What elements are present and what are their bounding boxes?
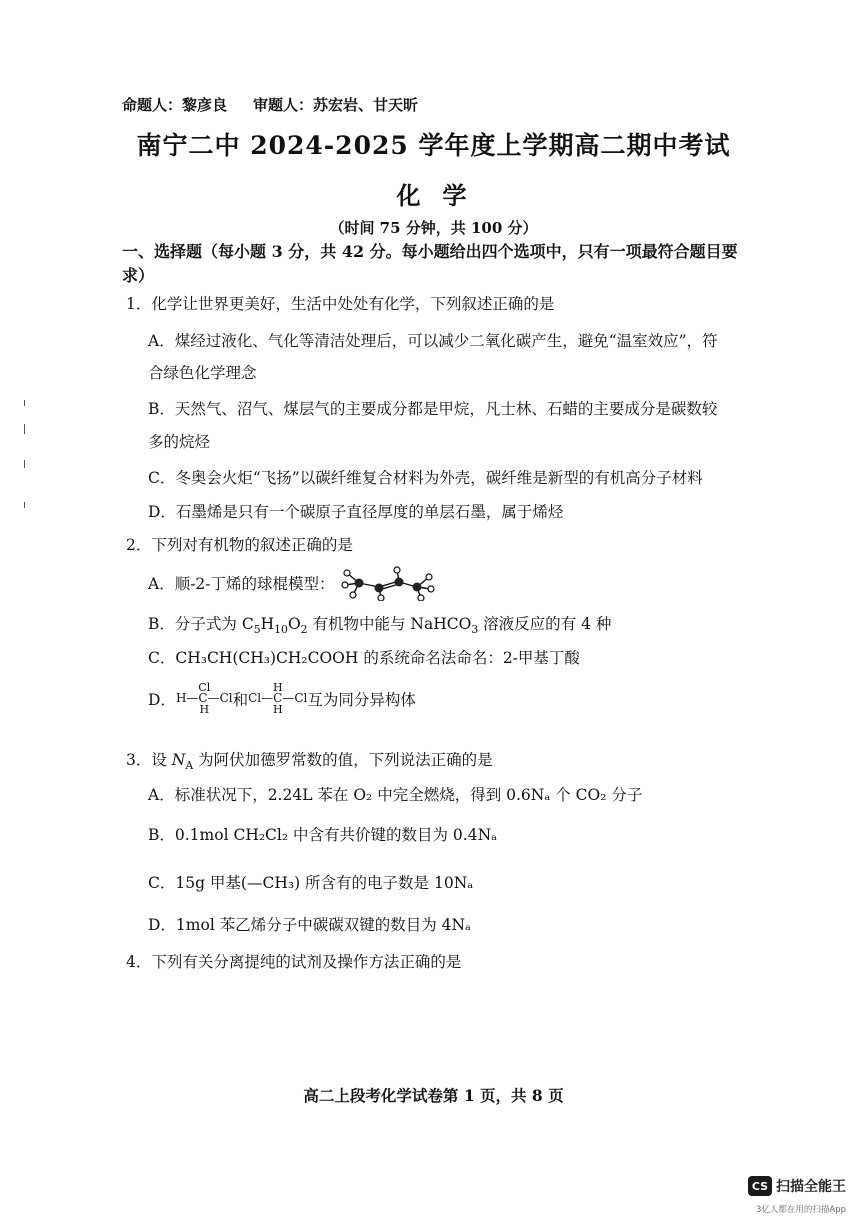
question-2-stem: 2．下列对有机物的叙述正确的是 <box>126 536 353 554</box>
exam-title: 南宁二中 2024-2025 学年度上学期高二期中考试 <box>136 131 731 160</box>
question-1-stem: 1．化学让世界更美好，生活中处处有化学，下列叙述正确的是 <box>126 295 555 313</box>
struct1-bottom: H <box>199 703 210 716</box>
struct2-top: H <box>272 681 283 694</box>
camscanner-tagline: 3亿人都在用的扫描App <box>756 1205 847 1215</box>
q2-d-label: D． <box>148 690 176 709</box>
q1-option-b-line1: B．天然气、沼气、煤层气的主要成分都是甲烷，凡士林、石蜡的主要成分是碳数较 <box>148 400 718 418</box>
structural-formula-1 <box>176 682 233 715</box>
q1-option-b-line2: 多的烷烃 <box>148 433 211 451</box>
q2-b-sub-1: 5 <box>253 623 261 637</box>
q3-option-b: B．0.1mol CH₂Cl₂ 中含有共价键的数目为 0.4Nₐ <box>148 826 498 844</box>
q2-b-text-3: O <box>287 615 301 633</box>
q2-b-sub-3: 2 <box>300 623 308 637</box>
struct2-mid: Cl—C—Cl <box>248 691 308 705</box>
q2-option-a <box>148 565 435 601</box>
q2-b-text-2: H <box>260 615 275 633</box>
q2-d-text: 互为同分异构体 <box>307 690 416 709</box>
struct1-mid: H—C—Cl <box>175 691 233 705</box>
question-3-stem <box>126 748 493 772</box>
q3-stem-prefix: 3．设 <box>126 751 172 769</box>
structural-formula-2 <box>248 682 307 715</box>
authors-line <box>122 94 418 115</box>
q1-option-a-line1: A．煤经过液化、气化等清洁处理后，可以减少二氧化碳产生，避免“温室效应”，符 <box>148 332 718 350</box>
camscanner-watermark <box>748 1176 846 1196</box>
ball-stick-model-image <box>339 565 435 601</box>
scan-specks <box>22 398 28 518</box>
q2-option-b <box>148 612 611 636</box>
q2-b-text-4: 有机物中能与 NaHCO <box>307 615 472 633</box>
reviewer-names: 审题人：苏宏岩、甘天昕 <box>253 96 419 114</box>
q2-option-a-text: A．顺-2-丁烯的球棍模型： <box>148 575 335 593</box>
q1-option-c: C．冬奥会火炬“飞扬”以碳纤维复合材料为外壳，碳纤维是新型的有机高分子材料 <box>148 469 703 487</box>
q2-b-sub-4: 3 <box>471 623 479 637</box>
struct1-top: Cl <box>198 681 211 694</box>
q3-stem-suffix: 为阿伏加德罗常数的值，下列说法正确的是 <box>193 751 493 769</box>
q2-option-c: C．CH₃CH(CH₃)CH₂COOH 的系统命名法命名：2-甲基丁酸 <box>148 649 580 667</box>
q2-b-text-5: 溶液反应的有 4 种 <box>478 615 612 633</box>
q3-option-c: C．15g 甲基(—CH₃) 所含有的电子数是 10Nₐ <box>148 874 474 892</box>
page-footer: 高二上段考化学试卷第 1 页，共 8 页 <box>303 1086 564 1105</box>
camscanner-name: 扫描全能王 <box>776 1179 846 1195</box>
q3-option-a: A．标准状况下，2.24L 苯在 O₂ 中完全燃烧，得到 0.6Nₐ 个 CO₂ 分子 <box>148 786 643 804</box>
question-4-stem: 4．下列有关分离提纯的试剂及操作方法正确的是 <box>126 953 462 971</box>
q2-option-d <box>148 682 416 715</box>
q3-stem-n: N <box>171 751 186 769</box>
q2-b-sub-2: 10 <box>274 623 288 637</box>
author-name: 命题人：黎彦良 <box>122 96 228 114</box>
q1-option-d: D．石墨烯是只有一个碳原子直径厚度的单层石墨，属于烯烃 <box>148 503 564 521</box>
section-heading: 一、选择题（每小题 3 分，共 42 分。每小题给出四个选项中，只有一项最符合题目要求） <box>122 242 738 285</box>
q3-stem-sub-a: A <box>185 759 194 773</box>
struct2-bottom: H <box>272 703 283 716</box>
q2-d-and: 和 <box>232 690 249 709</box>
q3-option-d: D．1mol 苯乙烯分子中碳碳双键的数目为 4Nₐ <box>148 916 472 934</box>
camscanner-logo-icon: CS <box>748 1176 772 1196</box>
q2-b-text-1: B．分子式为 C <box>148 615 254 633</box>
subject-title: 化学 <box>396 181 489 210</box>
time-info: （时间 75 分钟，共 100 分） <box>329 219 538 237</box>
q1-option-a-line2: 合绿色化学理念 <box>148 364 257 382</box>
